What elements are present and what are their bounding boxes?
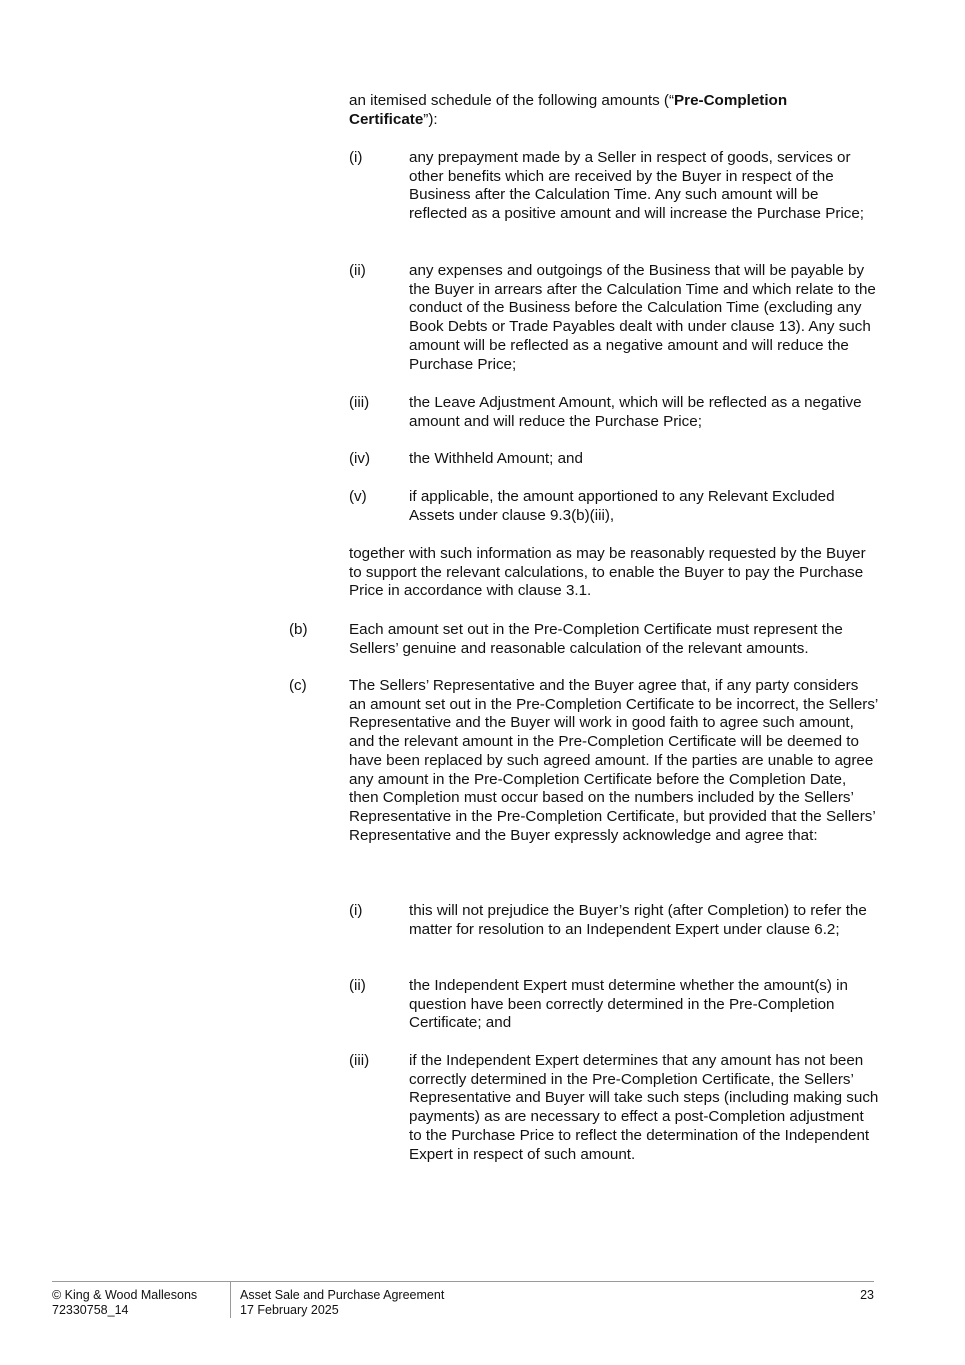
footer-page-number: 23 [860,1288,874,1302]
footer-left [52,1288,197,1318]
defined-term: Pre-Completion Certificate [349,92,788,128]
list-item-text: any prepayment made by a Seller in respect of goods, services or other benefits which are received by the Buyer in respect of the Business after the Calculation Time. Any such amount will be reflected as a positive amount and will increase the Purchase Price; [409,149,865,223]
list-item-number: (v) [349,488,367,505]
footer-column-divider [230,1282,231,1318]
list-item-text: the Withheld Amount; and [409,450,583,467]
footer-middle [240,1288,444,1318]
list-item-number: (iii) [349,394,370,411]
list-item-text: if the Independent Expert determines that any amount has not been correctly determined in the Pre-Completion Certificate, the Sellers’ Representative and Buyer will take such steps (including making such payments) as are necessary to effect a post-Completion adjustment to the Purchase Price to reflect the determination of the Independent Expert in respect of such amount. [409,1052,879,1163]
list-item-text: any expenses and outgoings of the Business that will be payable by the Buyer in arrears after the Calculation Time and which relate to the conduct of the Business before the Calculation Time (excluding any Book Debts or Trade Payables dealt with under clause 13). Any such amount will be reflected as a negative amount and will reduce the Purchase Price; [409,262,876,373]
list-item-text: the Independent Expert must determine whether the amount(s) in question have been correctly determined in the Pre-Completion Certificate; and [409,977,848,1032]
footer-doc-title: Asset Sale and Purchase Agreement [240,1288,445,1302]
clause-text: Each amount set out in the Pre-Completion Certificate must represent the Sellers’ genuine and reasonable calculation of the relevant amounts. [349,621,843,657]
intro-paragraph [349,92,879,129]
together-paragraph: together with such information as may be reasonably requested by the Buyer to support the relevant calculations, to enable the Buyer to pay the Purchase Price in accordance with clause 3.1. [349,545,866,600]
footer-copyright: © King & Wood Mallesons [52,1288,198,1302]
list-item-number: (iv) [349,450,371,467]
list-item-number: (ii) [349,977,366,994]
clause-text: The Sellers’ Representative and the Buyer agree that, if any party considers an amount set out in the Pre-Completion Certificate to be incorrect, the Sellers’ Representative and the Buyer will work in good faith to agree such amount, and the relevant amount in the Pre-Completion Certificate will be deemed to have been replaced by such agreed amount. If the parties are unable to agree any amount in the Pre-Completion Certificate before the Completion Date, then Completion must occur based on the numbers included by the Sellers’ Representative in the Pre-Completion Certificate, but provided that the Sellers’ Representative and the Buyer expressly acknowledge and agree that: [349,677,878,844]
footer-doc-date: 17 February 2025 [240,1303,339,1317]
intro-text: an itemised schedule of the following amounts (“ [349,92,675,109]
list-item-number: (ii) [349,262,366,279]
list-item-number: (i) [349,902,363,919]
list-item-number: (iii) [349,1052,370,1069]
list-item-text: this will not prejudice the Buyer’s right (after Completion) to refer the matter for resolution to an Independent Expert under clause 6.2; [409,902,867,938]
clause-number: (b) [289,621,308,638]
footer-doc-ref: 72330758_14 [52,1303,129,1317]
intro-text-end: ”): [423,110,438,128]
list-item-text: if applicable, the amount apportioned to any Relevant Excluded Assets under clause 9.3(b)(iii), [409,488,835,524]
footer-divider [52,1281,874,1282]
list-item-number: (i) [349,149,363,166]
clause-number: (c) [289,677,307,694]
list-item-text: the Leave Adjustment Amount, which will be reflected as a negative amount and will reduce the Purchase Price; [409,394,862,430]
